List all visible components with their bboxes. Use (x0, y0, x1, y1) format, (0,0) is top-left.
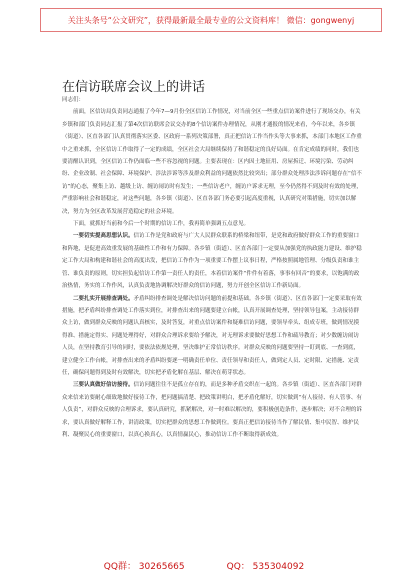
qq-text: QQ： 535304092 (226, 561, 305, 572)
paragraph-1: 前面，区信访局负责同志通报了今年7—9月份全区信访工作情况，对当前全区一些重点信访案件进行了现场交办，有关乡镇和部门负责同志汇报了第4次信访联席会议交办的8个信访案件办理情况，从刚才通报的情况来看，今年以来，各乡镇（街道）、区直各部门认真贯彻落实区委、区政府一系列决策部署，真正把信访工作当作头等大事来抓，本部门本地区工作重中之重来抓，全区信访工作取得了一定的成绩，全区社会大局继续保持了和谐稳定的良好局面。在肯定成绩的同时，我们也要清醒认识到，全区信访工作仍面临一些不容忽视的问题。主要表现在：区内因土地征用、房屋拆迁、环境污染、劳动纠纷、企业改制、社会保障、环境保护、涉法涉诉等涉及群众利益的问题依然比较突出；部分群众处理涉法涉诉问题存在“信不访”的心态，聚集上访、越级上访、缠访闹访时有发生；一些信访老户，缠访户诉求无理，至今仍然得不到及时有效的处理，严重影响社会和谐稳定，对这些问题，各乡镇（街道）、区直各部门务必要引起高度重视，认真研究对策措施，切实加以解决，努力为全区改革发展营造稳定的社会环境。 (62, 109, 362, 215)
paragraph-4: 二要扎实开展排查调处。矛盾纠纷排查调处是解决信访问题的前提和基础。各乡镇（街道）、区直各部门一定要采取有效措施，把矛盾纠纷排查调处工作落实到位，对排查出来的问题要建立台帐，认真开展调查处理，坚持领导包案，主动接待群众上访，做到群众反映的问题认真核实，及时答复，对重点信访案件和疑难信访问题，要领导牵头、组成专班，做到情况摸得准、措施定得实、问题处理得好，对群众合理诉求要给予解决，对无理诉求要做好思想工作和疏导教育；对少数缠访闹访人员，在坚持教育引导的同时，要依法依规处理，坚决维护正常信访秩序。对群众反映的问题要坚持一盯到底、一查到底，建立健全工作台帐，对排查出来的矛盾纠纷要逐一明确责任单位、责任领导和责任人，做到定人员、定时限、定措施、定责任，确保问题得到及时有效解决，切实把矛盾化解在基层、解决在萌芽状态。 (62, 295, 362, 376)
contact-footer (0, 556, 408, 574)
document-body (62, 94, 362, 441)
promo-banner (40, 8, 382, 32)
section-heading: 三要认真做好信访接待。 (73, 382, 134, 389)
promo-banner-text: 关注头条号“公文研究”，获得最新最全最专业的公文资料库！ 微信：gongwenyj (67, 15, 355, 25)
section-heading: 一要切实提高思想认识。 (73, 233, 134, 240)
salutation: 同志们： (62, 97, 85, 103)
document-title: 在信访联席会议上的讲话 (62, 80, 206, 95)
paragraph-5: 三要认真做好信访接待。信访问题往往不是孤立存在的，而是多种矛盾交织在一起的。各乡镇（街道）、区直各部门对群众来信来访要耐心细致地做好接待工作，把问题搞清楚、把政策讲明白，把矛盾化解好，切实做到“有人接待、有人管事、有人负责”，对群众反映的合理诉求，要认真研究，抓紧解决，对一时难以解决的，要积极创造条件，逐步解决；对不合理的诉求，要认真做好解释工作，讲清政策，切实把群众的思想工作做到位。要真正把信访接待当作了解民情、集中民智、维护民利、凝聚民心的重要窗口，以真心换真心，以真情赢民心，推动信访工作不断取得新成效。 (62, 382, 362, 438)
section-heading: 二要扎实开展排查调处。 (73, 295, 134, 302)
paragraph-3: 一要切实提高思想认识。信访工作是党和政府与广大人民群众联系的桥梁和纽带，是党和政府做好群众工作的重要窗口和阵地，是促进高效重发展的基础性工作和有力保障。各乡镇（街道）、区直各部门一定要从加强党的执政能力建设、维护稳定工作大局和构建和谐社会的高度出发，把信访工作作为一项重要工作摆上议事日程，严格按照属地管理、分级负责和谁主管、谁负责的原则，切实担负起信访工作第一责任人的责任，本着信访案件“件件有着落，事事有回音”的要求，以饱满的政治热情，务实的工作作风，认真负责地协调解决好群众的信访问题，努力开创全区信访工作新局面。 (62, 233, 362, 290)
paragraph-2: 下面，就抓好当前和今后一个时期的信访工作，我再简单强调五点意见。 (73, 221, 250, 228)
qq-group-text: QQ群： 30265665 (103, 561, 185, 572)
